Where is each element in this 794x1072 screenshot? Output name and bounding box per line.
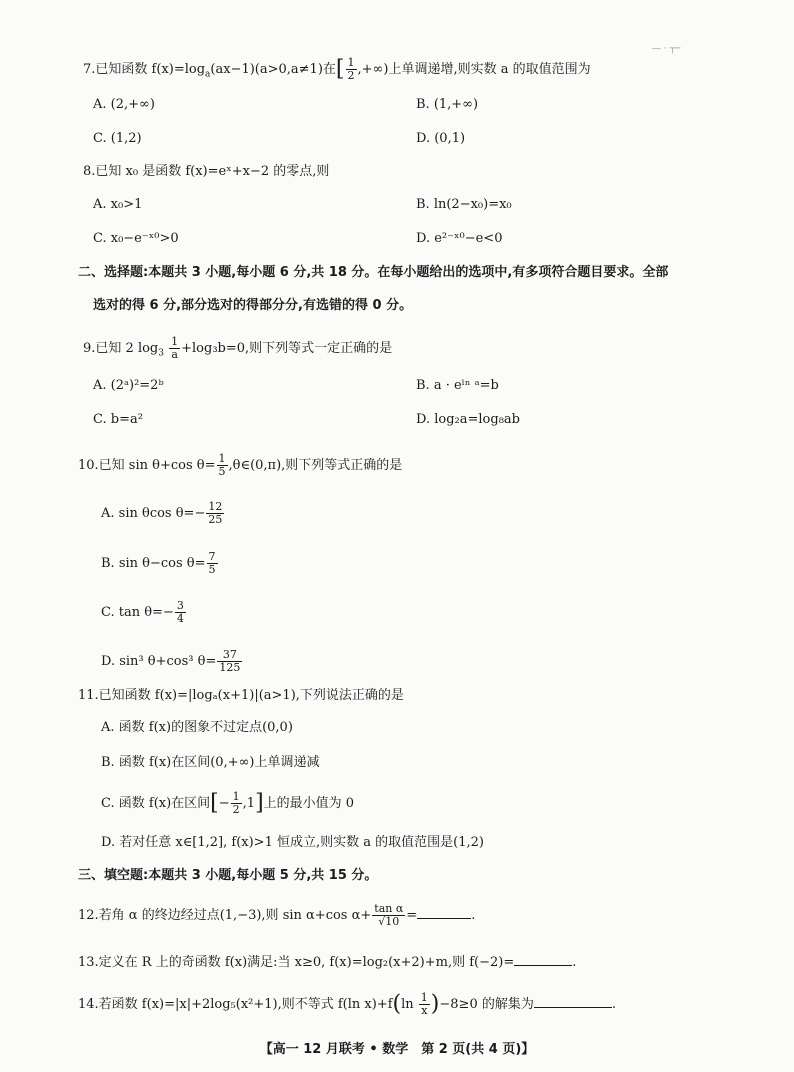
q9-option-c: C. b=a² (93, 412, 143, 427)
q14-paren-open: ( (392, 991, 402, 1017)
q11-option-d: D. 若对任意 x∈[1,2], f(x)>1 恒成立,则实数 a 的取值范围是(1,2) (101, 835, 484, 850)
q8-stem: 8.已知 x₀ 是函数 f(x)=eˣ+x−2 的零点,则 (83, 164, 330, 179)
q12-fraction (372, 903, 405, 928)
q13-stem (78, 951, 576, 972)
q7-option-c: C. (1,2) (93, 131, 142, 146)
q14-frac-num: 1 (420, 991, 428, 1004)
q10-stem-post: ,θ∈(0,π),则下列等式正确的是 (228, 458, 403, 473)
q10-stem (78, 453, 402, 478)
q10-opt-d-text: D. sin³ θ+cos³ θ= (101, 654, 217, 669)
q10-opt-b-text: B. sin θ−cos θ= (101, 556, 206, 571)
q14-stem (78, 992, 616, 1017)
q7-interval-tail: ,+∞) (357, 62, 389, 77)
q10-opt-d-fraction (217, 649, 242, 674)
q10-opt-d-den: 125 (219, 661, 241, 674)
q10-option-a (101, 501, 225, 526)
q11-opt-c-text: C. 函数 f(x)在区间 (101, 796, 211, 811)
q7-log-base: a (205, 69, 211, 80)
q14-stem-post: −8≥0 的解集为 (439, 997, 534, 1012)
q11-opt-c-den: 2 (232, 803, 240, 816)
q10-opt-a-fraction (206, 501, 224, 526)
q9-option-d: D. log₂a=log₈ab (416, 412, 520, 427)
q10-opt-c-fraction (175, 600, 186, 625)
q12-end: . (471, 908, 476, 923)
q10-option-b (101, 551, 219, 576)
q7-option-d: D. (0,1) (416, 131, 466, 146)
q10-opt-c-den: 4 (176, 612, 184, 625)
q11-opt-c-post: 上的最小值为 0 (263, 796, 355, 811)
q8-option-c: C. x₀−e⁻ˣ⁰>0 (93, 231, 179, 246)
q10-frac-den: 5 (218, 465, 226, 478)
q10-frac-num: 1 (218, 452, 226, 465)
q8-option-b: B. ln(2−x₀)=x₀ (416, 197, 512, 212)
q7-stem (83, 57, 591, 84)
q7-frac-num: 1 (347, 56, 355, 69)
q10-opt-a-den: 25 (208, 513, 223, 526)
q11-option-b: B. 函数 f(x)在区间(0,+∞)上单调递减 (101, 755, 320, 770)
q12-stem-pre: 12.若角 α 的终边经过点(1,−3),则 sin α+cos α+ (78, 908, 372, 923)
q10-opt-b-fraction (207, 551, 218, 576)
q10-opt-d-num: 37 (217, 649, 242, 662)
q14-paren-close: ) (430, 991, 440, 1017)
section3-heading: 三、填空题:本题共 3 小题,每小题 5 分,共 15 分。 (78, 868, 378, 883)
q9-frac-num: 1 (171, 335, 179, 348)
q8-option-a: A. x₀>1 (93, 197, 143, 212)
q11-opt-c-neg: − (218, 796, 230, 811)
q14-frac-den: x (421, 1004, 428, 1017)
q11-bracket-open: [ (210, 790, 219, 816)
q9-stem-post: +log₃b=0,则下列等式一定正确的是 (181, 341, 393, 356)
section2-heading-cont: 选对的得 6 分,部分选对的得部分分,有选错的得 0 分。 (93, 298, 413, 313)
q10-opt-a-text: A. sin θcos θ=− (101, 506, 206, 521)
q12-frac-den: √10 (378, 915, 400, 928)
q9-frac-den: a (171, 348, 178, 361)
q11-opt-c-tail: ,1 (242, 796, 256, 811)
q12-stem (78, 903, 475, 928)
q10-opt-c-text: C. tan θ=− (101, 605, 174, 620)
q14-fraction (419, 992, 430, 1017)
q7-option-b: B. (1,+∞) (416, 97, 479, 112)
q12-answer-blank[interactable] (417, 904, 471, 919)
q10-opt-c-num: 3 (176, 599, 184, 612)
q7-bracket: [ (335, 56, 345, 82)
q10-fraction (217, 453, 228, 478)
q7-stem-mid: (ax−1)(a>0,a≠1)在 (210, 62, 336, 77)
q13-end: . (572, 955, 577, 970)
q9-option-a: A. (2ᵃ)²=2ᵇ (93, 378, 164, 393)
q9-log-base: 3 (158, 348, 164, 359)
q9-stem-pre: 9.已知 2 log (83, 341, 159, 356)
q7-stem-pre: 7.已知函数 f(x)=log (83, 62, 206, 77)
q9-option-b: B. a · eˡⁿ ᵃ=b (416, 378, 499, 393)
page-footer: 【高一 12 月联考 • 数学 第 2 页(共 4 页)】 (259, 1042, 535, 1057)
q12-stem-post: = (406, 908, 418, 923)
q9-fraction (169, 336, 180, 361)
q11-bracket-close: ] (255, 790, 264, 816)
q14-answer-blank[interactable] (534, 993, 612, 1008)
section2-heading: 二、选择题:本题共 3 小题,每小题 6 分,共 18 分。在每小题给出的选项中,有多项符合题目要求。全部 (78, 265, 669, 280)
q11-opt-c-num: 1 (232, 790, 240, 803)
q11-opt-c-fraction (231, 791, 242, 816)
q10-stem-pre: 10.已知 sin θ+cos θ= (78, 458, 216, 473)
q8-option-d: D. e²⁻ˣ⁰−e<0 (416, 231, 503, 246)
scan-mark: — · ┬─ (652, 44, 681, 54)
q12-frac-num: tan α (374, 902, 404, 915)
q7-stem-post: 上单调递增,则实数 a 的取值范围为 (388, 62, 591, 77)
q7-frac-den: 2 (347, 69, 355, 82)
q7-option-a: A. (2,+∞) (93, 97, 155, 112)
q13-stem-text: 13.定义在 R 上的奇函数 f(x)满足:当 x≥0, f(x)=log₂(x+2)+m,则 f(−2)= (78, 955, 515, 970)
q10-option-c (101, 600, 187, 625)
q9-stem (83, 336, 392, 363)
q13-answer-blank[interactable] (514, 951, 572, 966)
q7-fraction (346, 57, 357, 82)
q11-option-a: A. 函数 f(x)的图象不过定点(0,0) (101, 720, 293, 735)
q10-option-d (101, 649, 243, 674)
q14-end: . (611, 997, 616, 1012)
q14-stem-pre: 14.若函数 f(x)=|x|+2log₅(x²+1),则不等式 f(ln x)+f (78, 997, 393, 1012)
q11-stem: 11.已知函数 f(x)=|logₐ(x+1)|(a>1),下列说法正确的是 (78, 688, 404, 703)
q10-opt-b-num: 7 (208, 550, 216, 563)
q10-opt-b-den: 5 (208, 563, 216, 576)
q14-inner-pre: ln (401, 997, 414, 1012)
q11-option-c (101, 791, 354, 816)
q10-opt-a-num: 12 (208, 500, 223, 513)
